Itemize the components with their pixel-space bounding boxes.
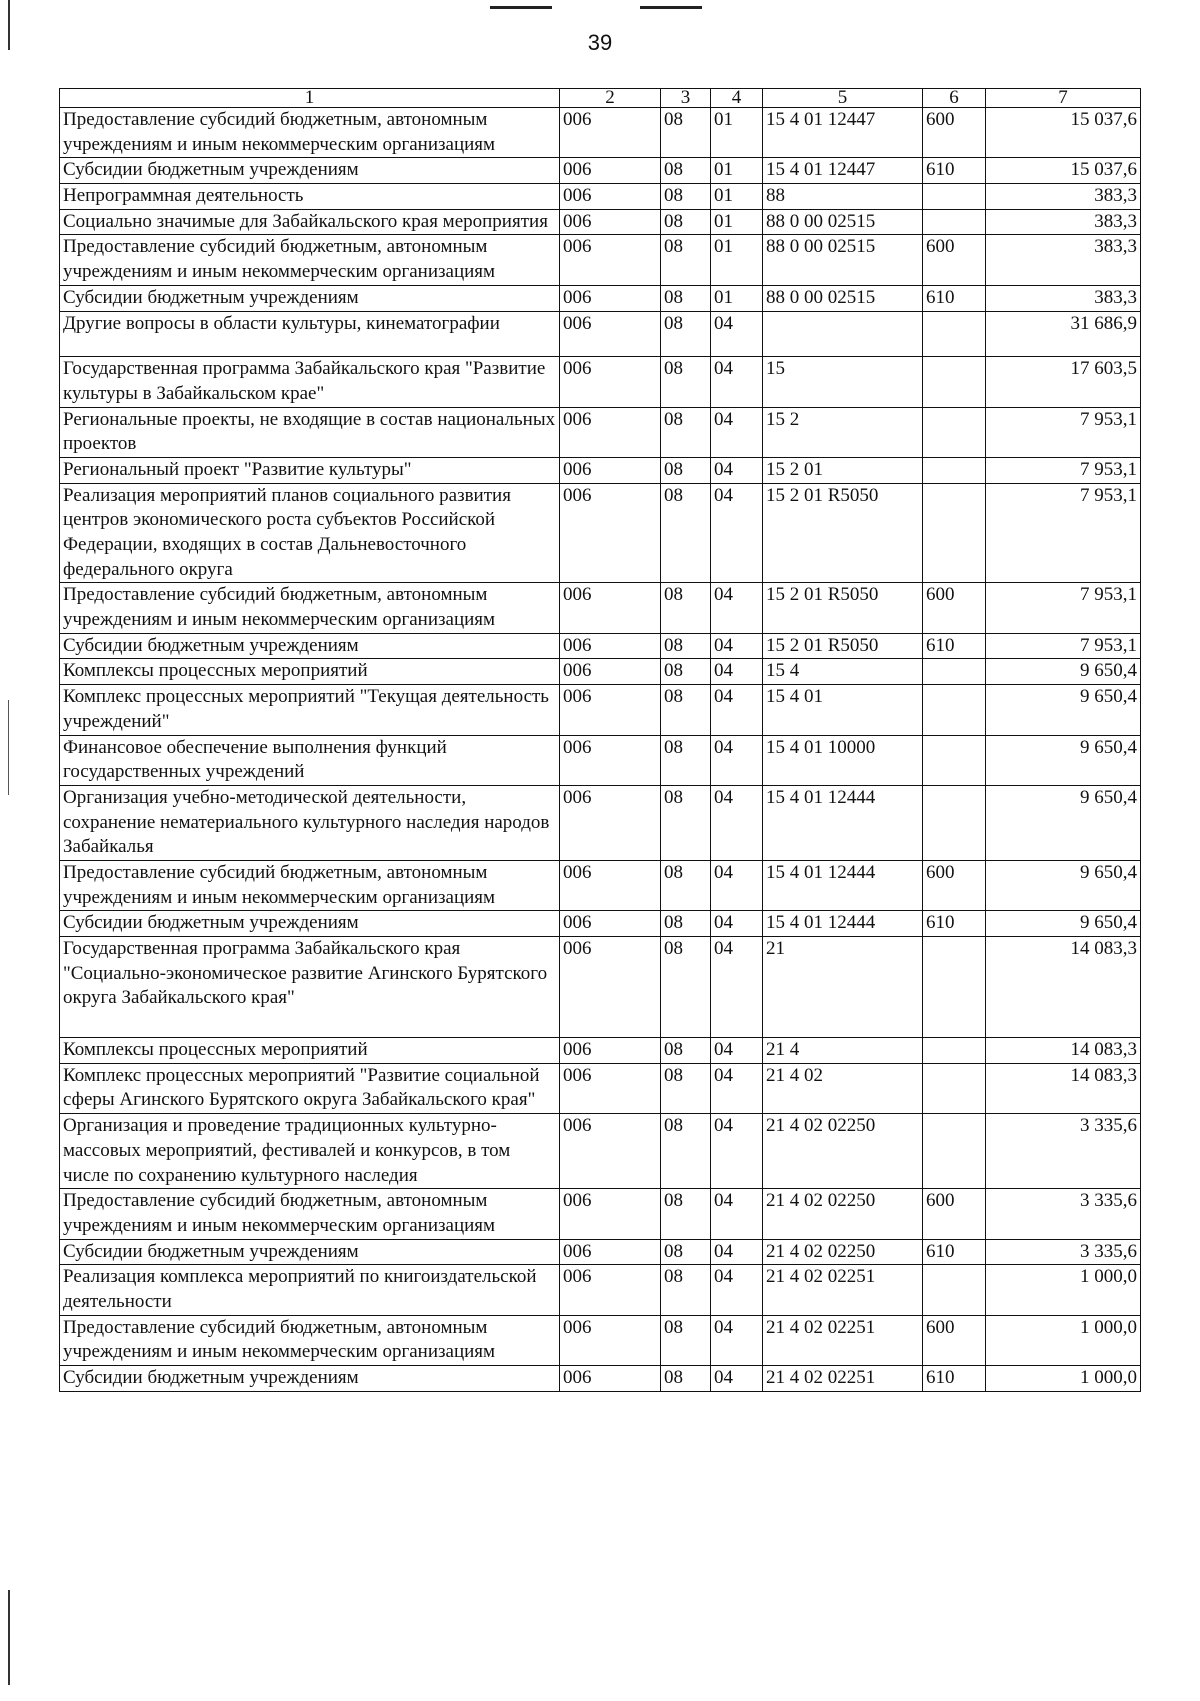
subsection-cell: 04 [711,1366,763,1392]
expense-type-cell [923,1265,986,1315]
target-article-cell: 21 [763,937,923,1038]
expense-type-cell [923,311,986,357]
amount-cell: 1 000,0 [986,1315,1141,1365]
table-row [60,209,1141,235]
column-header: 6 [923,89,986,108]
expense-type-cell: 600 [923,108,986,158]
ministry-code-cell: 006 [560,860,661,910]
table-row [60,311,1141,357]
section-cell: 08 [661,735,711,785]
target-article-cell [763,311,923,357]
row-name-cell: Организация и проведение традиционных культурно-массовых мероприятий, фестивалей и конкурсов, в том числе по сохранению культурного наследия [60,1114,560,1189]
subsection-cell: 01 [711,184,763,210]
table-row [60,483,1141,583]
row-name-cell: Социально значимые для Забайкальского края мероприятия [60,209,560,235]
subsection-cell: 04 [711,1265,763,1315]
expense-type-cell: 610 [923,1239,986,1265]
subsection-cell: 04 [711,1063,763,1113]
table-row [60,735,1141,785]
expense-type-cell [923,659,986,685]
ministry-code-cell: 006 [560,357,661,407]
expense-type-cell: 600 [923,235,986,285]
table-row [60,1366,1141,1392]
row-name-cell: Региональные проекты, не входящие в состав национальных проектов [60,407,560,457]
subsection-cell: 01 [711,108,763,158]
row-name-cell: Комплекс процессных мероприятий "Развитие социальной сферы Агинского Бурятского округа Забайкальского края" [60,1063,560,1113]
scan-artifact [490,6,552,9]
table-body [60,108,1141,1392]
amount-cell: 14 083,3 [986,937,1141,1038]
subsection-cell: 04 [711,1315,763,1365]
column-header: 2 [560,89,661,108]
subsection-cell: 04 [711,1239,763,1265]
amount-cell: 9 650,4 [986,860,1141,910]
expense-type-cell [923,785,986,860]
table-row [60,1239,1141,1265]
ministry-code-cell: 006 [560,407,661,457]
amount-cell: 7 953,1 [986,407,1141,457]
table-row [60,184,1141,210]
subsection-cell: 04 [711,311,763,357]
table-row [60,633,1141,659]
row-name-cell: Реализация комплекса мероприятий по книгоиздательской деятельности [60,1265,560,1315]
section-cell: 08 [661,1239,711,1265]
ministry-code-cell: 006 [560,108,661,158]
section-cell: 08 [661,785,711,860]
row-name-cell: Субсидии бюджетным учреждениям [60,158,560,184]
subsection-cell: 04 [711,735,763,785]
row-name-cell: Предоставление субсидий бюджетным, автономным учреждениям и иным некоммерческим организациям [60,108,560,158]
target-article-cell: 15 4 01 12444 [763,911,923,937]
amount-cell: 383,3 [986,184,1141,210]
table-row [60,685,1141,735]
section-cell: 08 [661,357,711,407]
target-article-cell: 15 [763,357,923,407]
column-header: 7 [986,89,1141,108]
amount-cell: 17 603,5 [986,357,1141,407]
row-name-cell: Предоставление субсидий бюджетным, автономным учреждениям и иным некоммерческим организациям [60,235,560,285]
expense-type-cell: 610 [923,633,986,659]
column-header: 4 [711,89,763,108]
target-article-cell: 15 2 01 R5050 [763,483,923,583]
target-article-cell: 88 0 00 02515 [763,209,923,235]
scan-artifact [640,6,702,9]
row-name-cell: Комплекс процессных мероприятий "Текущая деятельность учреждений" [60,685,560,735]
ministry-code-cell: 006 [560,1114,661,1189]
expense-type-cell [923,407,986,457]
target-article-cell: 21 4 02 [763,1063,923,1113]
section-cell: 08 [661,285,711,311]
table-row [60,785,1141,860]
amount-cell: 15 037,6 [986,158,1141,184]
expense-type-cell: 610 [923,1366,986,1392]
expense-type-cell [923,1114,986,1189]
ministry-code-cell: 006 [560,285,661,311]
target-article-cell: 15 2 [763,407,923,457]
table-row [60,1315,1141,1365]
row-name-cell: Субсидии бюджетным учреждениям [60,285,560,311]
page-number: 39 [587,30,613,55]
amount-cell: 383,3 [986,209,1141,235]
section-cell: 08 [661,1189,711,1239]
section-cell: 08 [661,184,711,210]
row-name-cell: Организация учебно-методической деятельности, сохранение нематериального культурного наследия народов Забайкалья [60,785,560,860]
expense-type-cell [923,1063,986,1113]
target-article-cell: 88 0 00 02515 [763,235,923,285]
ministry-code-cell: 006 [560,937,661,1038]
target-article-cell: 21 4 02 02251 [763,1265,923,1315]
subsection-cell: 04 [711,583,763,633]
table-row [60,1038,1141,1064]
row-name-cell: Непрограммная деятельность [60,184,560,210]
section-cell: 08 [661,311,711,357]
target-article-cell: 15 4 [763,659,923,685]
expense-type-cell: 600 [923,1315,986,1365]
section-cell: 08 [661,685,711,735]
subsection-cell: 01 [711,235,763,285]
target-article-cell: 15 4 01 12447 [763,158,923,184]
table-row [60,1114,1141,1189]
expense-type-cell [923,483,986,583]
amount-cell: 3 335,6 [986,1114,1141,1189]
subsection-cell: 04 [711,785,763,860]
table-row [60,659,1141,685]
expense-type-cell [923,937,986,1038]
ministry-code-cell: 006 [560,158,661,184]
target-article-cell: 15 4 01 [763,685,923,735]
ministry-code-cell: 006 [560,735,661,785]
subsection-cell: 01 [711,285,763,311]
expense-type-cell: 610 [923,911,986,937]
subsection-cell: 04 [711,937,763,1038]
ministry-code-cell: 006 [560,685,661,735]
table-row [60,583,1141,633]
ministry-code-cell: 006 [560,583,661,633]
ministry-code-cell: 006 [560,209,661,235]
row-name-cell: Другие вопросы в области культуры, кинематографии [60,311,560,357]
section-cell: 08 [661,483,711,583]
amount-cell: 1 000,0 [986,1265,1141,1315]
expense-type-cell [923,685,986,735]
subsection-cell: 04 [711,685,763,735]
subsection-cell: 01 [711,209,763,235]
ministry-code-cell: 006 [560,633,661,659]
amount-cell: 1 000,0 [986,1366,1141,1392]
target-article-cell: 15 4 01 12447 [763,108,923,158]
ministry-code-cell: 006 [560,184,661,210]
section-cell: 08 [661,158,711,184]
row-name-cell: Предоставление субсидий бюджетным, автономным учреждениям и иным некоммерческим организациям [60,583,560,633]
section-cell: 08 [661,860,711,910]
table-row [60,285,1141,311]
amount-cell: 9 650,4 [986,685,1141,735]
ministry-code-cell: 006 [560,1265,661,1315]
target-article-cell: 15 4 01 12444 [763,860,923,910]
expense-type-cell [923,209,986,235]
table-row [60,457,1141,483]
subsection-cell: 04 [711,407,763,457]
row-name-cell: Государственная программа Забайкальского края "Социально-экономическое развитие Агинского Бурятского округа Забайкальского края" [60,937,560,1038]
table-row [60,1189,1141,1239]
ministry-code-cell: 006 [560,1366,661,1392]
row-name-cell: Региональный проект "Развитие культуры" [60,457,560,483]
scan-artifact [8,1590,10,1685]
target-article-cell: 88 [763,184,923,210]
section-cell: 08 [661,1114,711,1189]
section-cell: 08 [661,209,711,235]
ministry-code-cell: 006 [560,1315,661,1365]
section-cell: 08 [661,108,711,158]
section-cell: 08 [661,1315,711,1365]
row-name-cell: Субсидии бюджетным учреждениям [60,1239,560,1265]
amount-cell: 14 083,3 [986,1038,1141,1064]
amount-cell: 31 686,9 [986,311,1141,357]
row-name-cell: Субсидии бюджетным учреждениям [60,911,560,937]
subsection-cell: 04 [711,457,763,483]
scan-artifact [8,700,9,795]
section-cell: 08 [661,633,711,659]
amount-cell: 3 335,6 [986,1189,1141,1239]
expense-type-cell [923,1038,986,1064]
expense-type-cell [923,184,986,210]
header-row [60,89,1141,108]
section-cell: 08 [661,1038,711,1064]
expense-type-cell [923,735,986,785]
subsection-cell: 04 [711,483,763,583]
amount-cell: 7 953,1 [986,457,1141,483]
amount-cell: 383,3 [986,285,1141,311]
ministry-code-cell: 006 [560,235,661,285]
section-cell: 08 [661,659,711,685]
section-cell: 08 [661,235,711,285]
subsection-cell: 04 [711,659,763,685]
subsection-cell: 04 [711,1189,763,1239]
amount-cell: 9 650,4 [986,785,1141,860]
row-name-cell: Предоставление субсидий бюджетным, автономным учреждениям и иным некоммерческим организациям [60,1315,560,1365]
expense-type-cell: 600 [923,860,986,910]
subsection-cell: 04 [711,860,763,910]
row-name-cell: Комплексы процессных мероприятий [60,659,560,685]
section-cell: 08 [661,457,711,483]
target-article-cell: 15 4 01 12444 [763,785,923,860]
section-cell: 08 [661,1366,711,1392]
target-article-cell: 21 4 [763,1038,923,1064]
amount-cell: 383,3 [986,235,1141,285]
subsection-cell: 04 [711,357,763,407]
row-name-cell: Финансовое обеспечение выполнения функций государственных учреждений [60,735,560,785]
ministry-code-cell: 006 [560,1038,661,1064]
amount-cell: 15 037,6 [986,108,1141,158]
ministry-code-cell: 006 [560,785,661,860]
row-name-cell: Комплексы процессных мероприятий [60,1038,560,1064]
ministry-code-cell: 006 [560,1063,661,1113]
table-row [60,357,1141,407]
ministry-code-cell: 006 [560,483,661,583]
row-name-cell: Субсидии бюджетным учреждениям [60,633,560,659]
target-article-cell: 15 2 01 [763,457,923,483]
section-cell: 08 [661,407,711,457]
table-row [60,860,1141,910]
expense-type-cell: 600 [923,583,986,633]
section-cell: 08 [661,937,711,1038]
table-row [60,1063,1141,1113]
subsection-cell: 04 [711,633,763,659]
target-article-cell: 15 4 01 10000 [763,735,923,785]
expense-type-cell [923,457,986,483]
table-row [60,235,1141,285]
row-name-cell: Субсидии бюджетным учреждениям [60,1366,560,1392]
expense-type-cell: 610 [923,158,986,184]
amount-cell: 7 953,1 [986,633,1141,659]
amount-cell: 9 650,4 [986,735,1141,785]
section-cell: 08 [661,1063,711,1113]
target-article-cell: 15 2 01 R5050 [763,583,923,633]
amount-cell: 9 650,4 [986,911,1141,937]
amount-cell: 7 953,1 [986,483,1141,583]
target-article-cell: 88 0 00 02515 [763,285,923,311]
amount-cell: 3 335,6 [986,1239,1141,1265]
table-row [60,1265,1141,1315]
row-name-cell: Реализация мероприятий планов социального развития центров экономического роста субъектов Российской Федерации, входящих в состав Дальневосточного федерального округа [60,483,560,583]
expense-type-cell: 610 [923,285,986,311]
ministry-code-cell: 006 [560,457,661,483]
ministry-code-cell: 006 [560,659,661,685]
target-article-cell: 21 4 02 02250 [763,1114,923,1189]
column-header: 1 [60,89,560,108]
subsection-cell: 04 [711,1038,763,1064]
row-name-cell: Предоставление субсидий бюджетным, автономным учреждениям и иным некоммерческим организациям [60,1189,560,1239]
ministry-code-cell: 006 [560,1239,661,1265]
subsection-cell: 01 [711,158,763,184]
table-row [60,937,1141,1038]
section-cell: 08 [661,1265,711,1315]
section-cell: 08 [661,911,711,937]
column-header: 3 [661,89,711,108]
ministry-code-cell: 006 [560,311,661,357]
section-cell: 08 [661,583,711,633]
column-header: 5 [763,89,923,108]
table-row [60,407,1141,457]
target-article-cell: 21 4 02 02250 [763,1189,923,1239]
table-row [60,108,1141,158]
expense-type-cell: 600 [923,1189,986,1239]
amount-cell: 7 953,1 [986,583,1141,633]
table-row [60,158,1141,184]
amount-cell: 14 083,3 [986,1063,1141,1113]
ministry-code-cell: 006 [560,1189,661,1239]
budget-table [59,88,1141,1392]
subsection-cell: 04 [711,911,763,937]
target-article-cell: 21 4 02 02251 [763,1366,923,1392]
table-row [60,911,1141,937]
ministry-code-cell: 006 [560,911,661,937]
target-article-cell: 21 4 02 02251 [763,1315,923,1365]
row-name-cell: Предоставление субсидий бюджетным, автономным учреждениям и иным некоммерческим организациям [60,860,560,910]
target-article-cell: 15 2 01 R5050 [763,633,923,659]
row-name-cell: Государственная программа Забайкальского края "Развитие культуры в Забайкальском крае" [60,357,560,407]
subsection-cell: 04 [711,1114,763,1189]
target-article-cell: 21 4 02 02250 [763,1239,923,1265]
expense-type-cell [923,357,986,407]
amount-cell: 9 650,4 [986,659,1141,685]
